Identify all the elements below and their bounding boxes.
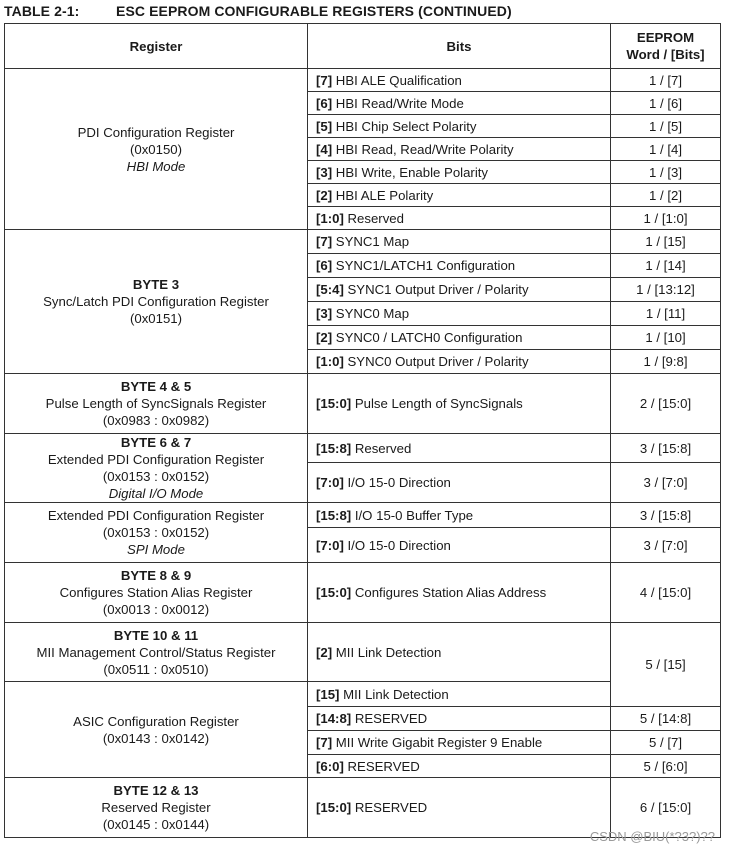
bit-description: Reserved [347,210,404,226]
eeprom-word-cell: 1 / [15] [611,230,721,254]
header-eeprom-word [611,24,721,69]
bit-description: SYNC0 / LATCH0 Configuration [335,330,523,345]
bits-cell [308,278,611,302]
bit-description: HBI Read, Read/Write Polarity [335,141,514,157]
eeprom-word-cell: 5 / [7] [611,731,721,755]
bits-cell [308,623,611,682]
register-line: (0x0145 : 0x0144) [102,817,210,832]
register-cell [5,503,308,563]
register-line: MII Management Control/Status Register [36,644,276,660]
bits-cell [308,326,611,350]
register-line: (0x0511 : 0x0510) [103,661,209,677]
bit-range: [15:8] [316,507,352,523]
table-body [5,69,721,838]
register-line: (0x0150) [129,141,183,157]
bit-range: [1:0] [316,210,344,226]
bits-cell [308,778,611,838]
table-number: TABLE 2-1: [4,3,80,19]
bit-range: [2] [316,187,333,203]
bit-range: [2] [316,644,333,660]
register-cell [5,682,308,778]
register-cell [5,623,308,682]
bits-cell [308,230,611,254]
register-line: (0x0143 : 0x0142) [102,730,210,746]
bit-description: Pulse Length of SyncSignals [354,396,523,411]
register-line: Extended PDI Configuration Register [47,452,265,467]
eeprom-word-cell: 1 / [5] [611,115,721,138]
eeprom-word-cell: 2 / [15:0] [611,374,721,434]
bit-description: SYNC1/LATCH1 Configuration [335,258,516,273]
bit-range: [7:0] [316,537,344,553]
table-row [5,434,721,463]
table-row [5,69,721,92]
register-line: ASIC Configuration Register [73,713,239,729]
eeprom-word-cell: 5 / [14:8] [611,707,721,731]
bit-range: [15:8] [316,440,352,456]
bit-range: [15:0] [316,585,352,600]
bit-range: [7:0] [316,475,344,490]
bit-description: Configures Station Alias Address [354,585,547,600]
register-line: Digital I/O Mode [108,486,204,501]
bit-description: I/O 15-0 Buffer Type [354,507,474,523]
eeprom-word-cell: 1 / [6] [611,92,721,115]
bit-description: HBI Write, Enable Polarity [335,164,489,180]
register-line: (0x0153 : 0x0152) [102,469,210,484]
bits-cell [308,682,611,707]
eeprom-word-cell: 1 / [3] [611,161,721,184]
register-byte-label: BYTE 8 & 9 [120,568,192,583]
bit-range: [7] [316,72,333,88]
eeprom-word-cell: 6 / [15:0] [611,778,721,838]
register-line: Pulse Length of SyncSignals Register [45,396,267,411]
bit-description: SYNC0 Output Driver / Polarity [347,354,529,369]
eeprom-word-cell: 3 / [15:8] [611,434,721,463]
eeprom-word-cell: 4 / [15:0] [611,563,721,623]
bits-cell [308,374,611,434]
bit-description: HBI Read/Write Mode [335,95,464,111]
eeprom-word-cell: 1 / [11] [611,302,721,326]
bit-range: [5] [316,118,333,134]
bit-range: [3] [316,306,333,321]
bit-description: SYNC1 Output Driver / Polarity [347,282,529,297]
eeprom-word-cell: 1 / [2] [611,184,721,207]
table-title-text: ESC EEPROM CONFIGURABLE REGISTERS (CONTINUED) [116,3,512,19]
bits-cell [308,731,611,755]
bits-cell [308,161,611,184]
bits-cell [308,138,611,161]
bit-description: RESERVED [347,758,420,774]
register-line: HBI Mode [126,158,186,174]
register-byte-label: BYTE 3 [132,277,180,292]
bit-range: [6] [316,258,333,273]
bits-cell [308,92,611,115]
header-word-line1: EEPROM [636,30,695,45]
bit-range: [2] [316,330,333,345]
register-line: SPI Mode [127,542,185,557]
bit-range: [6] [316,95,333,111]
bit-description: SYNC0 Map [335,306,410,321]
eeprom-word-cell: 3 / [7:0] [611,528,721,563]
table-row [5,563,721,623]
table-row [5,374,721,434]
header-bits: Bits [308,24,611,69]
eeprom-word-cell: 5 / [6:0] [611,755,721,778]
register-cell [5,230,308,374]
bits-cell [308,755,611,778]
table-row [5,623,721,682]
bits-cell [308,563,611,623]
bit-range: [6:0] [316,758,344,774]
bit-range: [14:8] [316,711,352,726]
register-line: (0x0151) [129,311,183,326]
header-word-line2: Word / [Bits] [626,47,705,62]
bit-range: [7] [316,735,333,750]
bit-range: [4] [316,141,333,157]
table-title [4,3,512,21]
eeprom-word-cell: 1 / [4] [611,138,721,161]
bits-cell [308,528,611,563]
eeprom-word-cell: 3 / [7:0] [611,463,721,503]
bit-description: HBI ALE Polarity [335,187,434,203]
eeprom-registers-table [4,23,721,838]
bits-cell [308,69,611,92]
register-line: (0x0013 : 0x0012) [102,602,210,617]
table-row [5,503,721,528]
register-cell [5,69,308,230]
bit-description: MII Write Gigabit Register 9 Enable [335,735,543,750]
register-line: (0x0983 : 0x0982) [102,413,210,428]
eeprom-word-cell: 1 / [7] [611,69,721,92]
bit-range: [1:0] [316,354,344,369]
bits-cell [308,350,611,374]
bit-range: [5:4] [316,282,344,297]
bit-description: MII Link Detection [335,644,442,660]
eeprom-word-cell: 3 / [15:8] [611,503,721,528]
register-cell [5,778,308,838]
bit-range: [7] [316,234,333,249]
eeprom-word-cell: 1 / [14] [611,254,721,278]
table-header-row [5,24,721,69]
eeprom-word-cell: 1 / [1:0] [611,207,721,230]
bit-description: RESERVED [354,800,428,815]
bit-description: I/O 15-0 Direction [347,475,451,490]
bit-range: [15] [316,686,340,702]
register-cell [5,374,308,434]
bits-cell [308,707,611,731]
header-register: Register [5,24,308,69]
bit-description: MII Link Detection [343,686,449,702]
register-line: Extended PDI Configuration Register [47,508,265,523]
eeprom-word-cell: 1 / [10] [611,326,721,350]
register-cell [5,434,308,503]
register-cell [5,563,308,623]
bits-cell [308,115,611,138]
bit-range: [15:0] [316,396,352,411]
bits-cell [308,302,611,326]
register-line: Sync/Latch PDI Configuration Register [43,294,269,309]
bit-description: I/O 15-0 Direction [347,537,451,553]
register-byte-label: BYTE 6 & 7 [120,435,192,450]
register-byte-label: BYTE 4 & 5 [120,379,192,394]
register-line: Reserved Register [101,800,211,815]
bits-cell [308,463,611,503]
register-line: Configures Station Alias Register [59,585,253,600]
register-byte-label: BYTE 10 & 11 [113,627,199,643]
bit-description: SYNC1 Map [335,234,410,249]
bits-cell [308,434,611,463]
bits-cell [308,184,611,207]
eeprom-word-cell: 1 / [13:12] [611,278,721,302]
table-row [5,230,721,254]
eeprom-word-cell: 5 / [15] [611,623,721,707]
bits-cell [308,503,611,528]
register-line: PDI Configuration Register [77,124,235,140]
bit-range: [3] [316,164,333,180]
bits-cell [308,254,611,278]
bit-description: HBI Chip Select Polarity [335,118,477,134]
watermark: CSDN @BIU(*?3?)?? [589,829,715,844]
bit-range: [15:0] [316,800,352,815]
bit-description: RESERVED [354,711,428,726]
bit-description: Reserved [354,440,412,456]
eeprom-word-cell: 1 / [9:8] [611,350,721,374]
bits-cell [308,207,611,230]
bit-description: HBI ALE Qualification [335,72,462,88]
register-byte-label: BYTE 12 & 13 [113,783,199,798]
register-line: (0x0153 : 0x0152) [102,525,210,540]
